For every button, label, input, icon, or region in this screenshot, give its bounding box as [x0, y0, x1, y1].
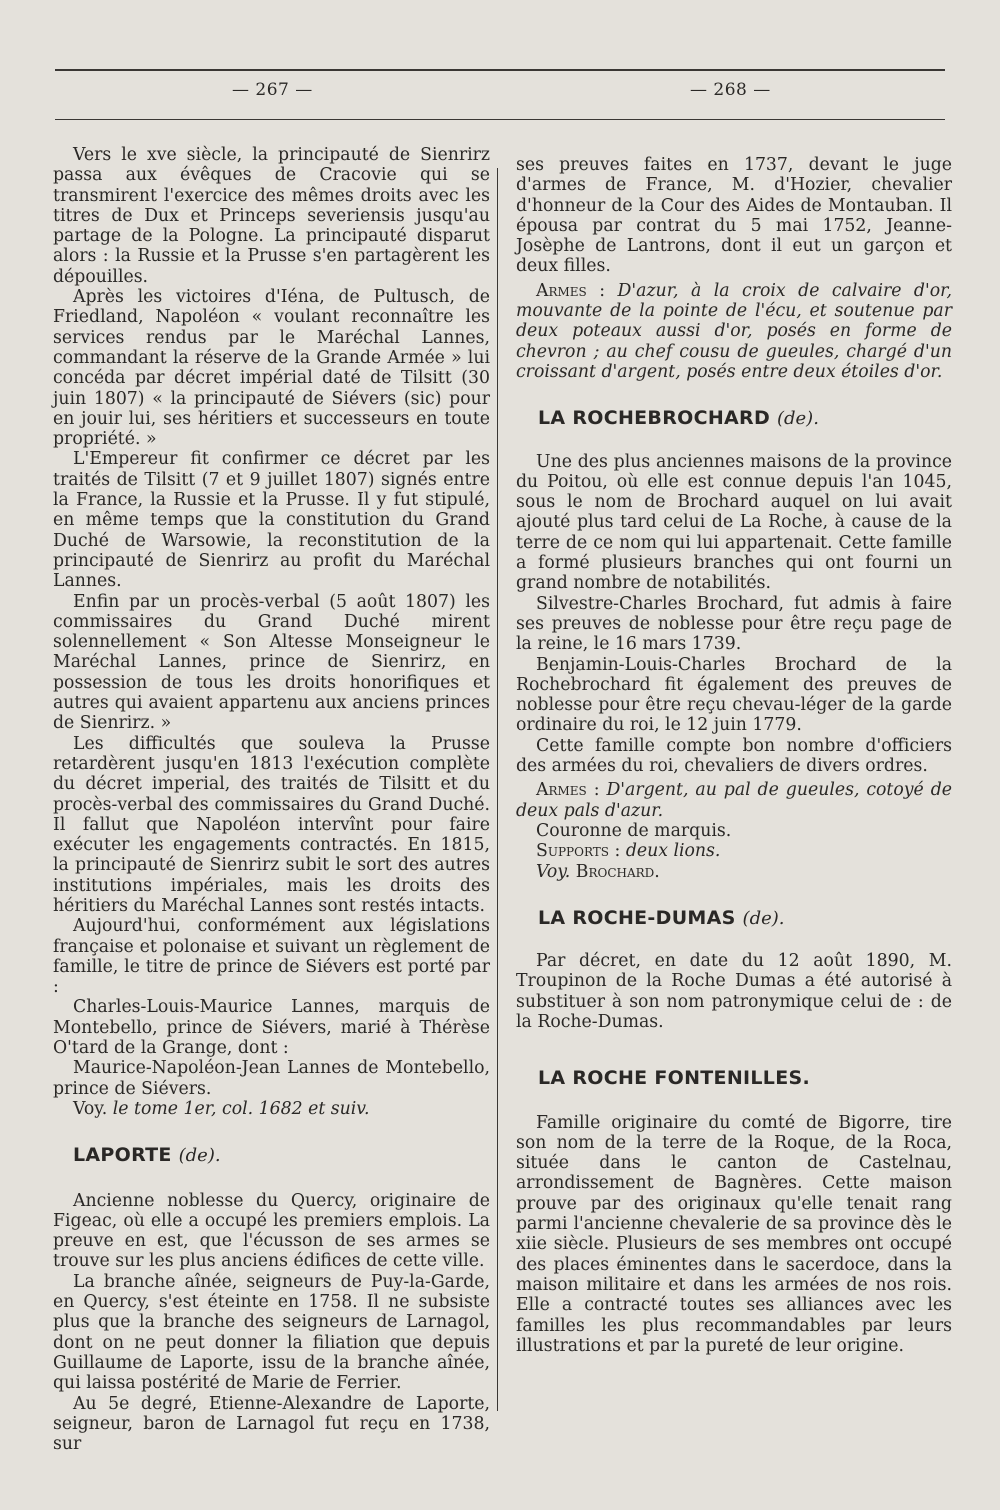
voy-reference: Brochard.: [575, 861, 660, 882]
paragraph: Silvestre-Charles Brochard, fut admis à faire ses preuves de noblesse pour être reçu page de la reine, le 16 mars 1739.: [516, 593, 952, 655]
paragraph: La branche aînée, seigneurs de Puy-la-Garde, en Quercy, s'est éteinte en 1758. Il ne subsiste plus que la branche des seigneurs de Larnagol, dont on ne peut donner la filiation que depuis Guillaume de Laporte, issu de la branche aînée, qui laissa postérité de Marie de Ferrier.: [53, 1271, 490, 1394]
entry-heading: [516, 408, 952, 429]
entry-heading: [516, 908, 952, 929]
voy-prefix: Voy.: [73, 1098, 108, 1119]
paragraph: Par décret, en date du 12 août 1890, M. Troupinon de la Roche Dumas a été autorisé à substituer à son nom patronymique celui de : de la Roche-Dumas.: [516, 951, 952, 1032]
entry-title: LA ROCHEBROCHARD: [538, 407, 771, 430]
paragraph: Les difficultés que souleva la Prusse retardèrent jusqu'en 1813 l'exécution complète du décret imperial, des traités de Tilsitt et du procès-verbal des commissaires du Grand Duché. Il fallut que Napoléon intervînt pour faire exécuter les engagements contractés. En 1815, la principauté de Sienrirz subit le sort des autres institutions impériales, mais les droits des héritiers du Maréchal Lannes sont restés intacts.: [53, 733, 490, 916]
entry-particle: (de).: [742, 907, 785, 929]
paragraph: Cette famille compte bon nombre d'officiers des armées du roi, chevaliers de divers ordres.: [516, 735, 952, 777]
paragraph: Benjamin-Louis-Charles Brochard de la Rochebrochard fit également des preuves de noblesse pour être reçu chevau-léger de la garde ordinaire du roi, le 12 juin 1779.: [516, 654, 952, 736]
blazon-text: D'argent, au pal de gueules, cotoyé de deux pals d'azur.: [516, 780, 952, 821]
blazon: [516, 281, 952, 382]
blazon: [516, 780, 952, 821]
entry-title: LA ROCHE FONTENILLES.: [538, 1067, 810, 1090]
left-column: [53, 145, 490, 1454]
reference-line: [53, 1099, 490, 1119]
header-rule-top: [55, 69, 945, 71]
paragraph: Vers le xve siècle, la principauté de Sienrirz passa aux évêques de Cracovie qui se transmirent l'exercice des mêmes droits avec les titres de Dux et Princeps severiensis jusqu'au partage de la Pologne. La principauté disparut alors : la Russie et la Prusse s'en partagèrent les dépouilles.: [53, 145, 490, 287]
reference-line: [516, 862, 952, 882]
paragraph: Charles-Louis-Maurice Lannes, marquis de Montebello, prince de Siévers, marié à Thérèse O'tard de la Grange, dont :: [53, 997, 490, 1059]
paragraph: Une des plus anciennes maisons de la province du Poitou, où elle est connue depuis l'an 1045, sous le nom de Brochard auquel on lui avait ajouté plus tard celui de La Roche, à cause de la terre de ce nom qui lui appartenait. Cette famille a formé plusieurs branches qui ont fourni un grand nombre de notabilités.: [516, 451, 952, 594]
entry-title: LAPORTE: [73, 1144, 172, 1167]
entry-title: LA ROCHE-DUMAS: [538, 906, 736, 929]
paragraph: Après les victoires d'Iéna, de Pultusch, de Friedland, Napoléon « voulant reconnaître les services rendus par le Maréchal Lannes, commandant la réserve de la Grande Armée » lui concéda par décret impérial daté de Tilsitt (30 juin 1807) « la principauté de Siévers (sic) pour en jouir lui, ses héritiers et successeurs en toute propriété. »: [53, 287, 490, 450]
paragraph: Enfin par un procès-verbal (5 août 1807) les commissaires du Grand Duché mirent solennellement « Son Altesse Monseigneur le Maréchal Lannes, prince de Sienrirz, en possession de tous les droits honorifiques et autres qui avaient appartenu aux anciens princes de Sienrirz. »: [53, 591, 490, 734]
paragraph: L'Empereur fit confirmer ce décret par les traités de Tilsitt (7 et 9 juillet 1807) signés entre la France, la Russie et la Prusse. Il y fut stipulé, en même temps que la constitution du Grand Duché de Warsowie, la reconstitution de la principauté de Sienrirz au profit du Maréchal Lannes.: [53, 449, 490, 592]
supports-label: Supports :: [536, 841, 621, 862]
paragraph: Maurice-Napoléon-Jean Lannes de Montebello, prince de Siévers.: [53, 1058, 490, 1099]
supports-text: deux lions.: [625, 841, 721, 862]
paragraph: Aujourd'hui, conformément aux législations française et polonaise et suivant un règlement de famille, le titre de prince de Siévers est porté par :: [53, 916, 490, 998]
header-rule-bottom: [55, 119, 945, 120]
paragraph: Au 5e degré, Etienne-Alexandre de Laporte, seigneur, baron de Larnagol fut reçu en 1738, sur: [53, 1393, 490, 1455]
paragraph: Famille originaire du comté de Bigorre, tire son nom de la terre de la Roque, de la Roca, située dans le canton de Castelnau, arrondissement de Bagnères. Cette maison prouve par des originaux qu'elle tenait rang parmi l'ancienne chevalerie de sa province dès le xiie siècle. Plusieurs de ses membres ont occupé des places éminentes dans le sacerdoce, dans la maison militaire et dans les armées de nos rois. Elle a contracté toutes ses alliances avec les familles les plus recommandables par leurs illustrations et par la pureté de leur origine.: [516, 1112, 952, 1356]
entry-heading: [516, 1068, 952, 1088]
voy-reference: le tome 1er, col. 1682 et suiv.: [112, 1098, 370, 1119]
crown-line: Couronne de marquis.: [536, 820, 732, 841]
blazon-text: D'azur, à la croix de calvaire d'or, mouvante de la pointe de l'écu, et soutenue par deux poteaux aussi d'or, posés en forme de chevron ; au chef cousu de gueules, chargé d'un croissant d'argent, posés entre deux étoiles d'or.: [516, 280, 952, 382]
paragraph: ses preuves faites en 1737, devant le juge d'armes de France, M. d'Hozier, chevalier d'honneur de la Cour des Aides de Montauban. Il épousa par contrat du 5 mai 1752, Jeanne-Josèphe de Lantrons, dont il eut un garçon et deux filles.: [516, 155, 952, 277]
voy-prefix: Voy.: [536, 861, 571, 882]
blazon-label: Armes :: [536, 780, 600, 801]
page-number-right: — 268 —: [690, 80, 771, 100]
right-column: [516, 155, 952, 1356]
page-number-left: — 267 —: [232, 80, 313, 100]
entry-heading: [53, 1145, 490, 1166]
entry-particle: (de).: [776, 408, 819, 430]
column-divider: [497, 168, 498, 1411]
blazon-label: Armes :: [536, 280, 606, 301]
paragraph: Ancienne noblesse du Quercy, originaire de Figeac, où elle a occupé les premiers emplois. La preuve en est, que l'écusson de ses armes se trouve sur les plus anciens édifices de cette ville.: [53, 1190, 490, 1272]
entry-particle: (de).: [178, 1145, 221, 1167]
supports-line: [516, 841, 952, 861]
